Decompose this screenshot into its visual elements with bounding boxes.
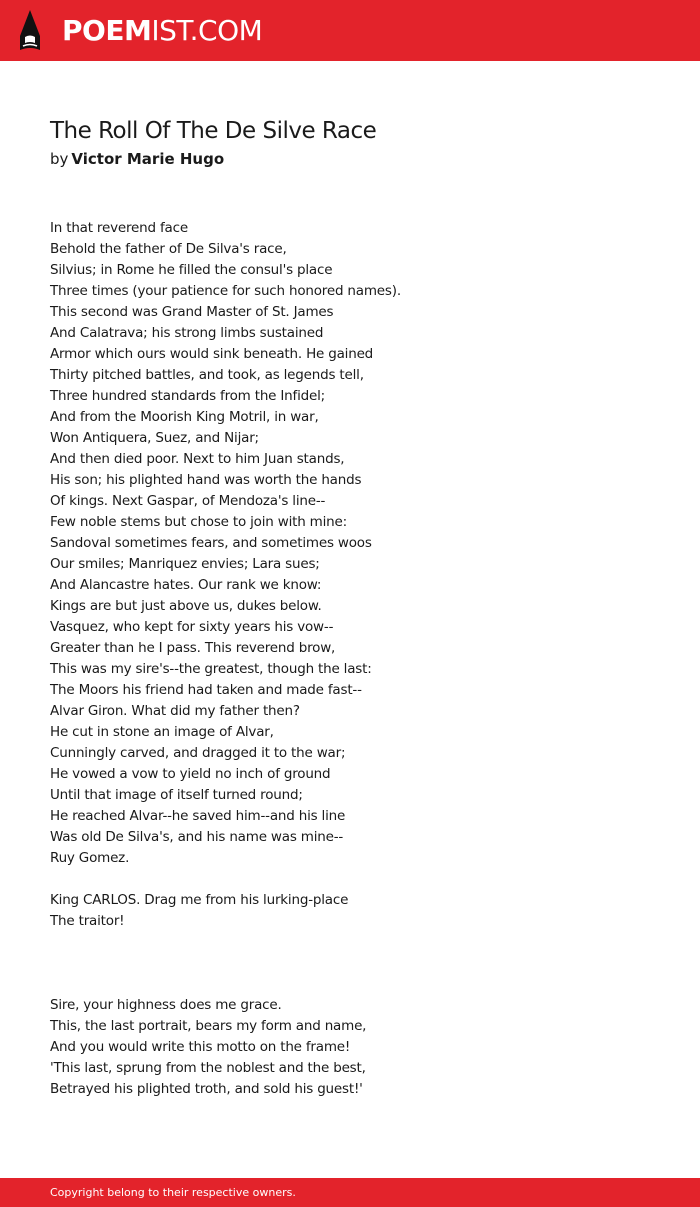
poem-line: This second was Grand Master of St. James: [50, 304, 334, 320]
poem-line: This, the last portrait, bears my form and name,: [50, 1018, 367, 1034]
poem-author[interactable]: Victor Marie Hugo: [71, 150, 225, 168]
poem-title: The Roll Of The De Silve Race: [50, 118, 377, 144]
site-footer: [0, 1178, 700, 1207]
copyright-notice: Copyright belong to their respective owners.: [50, 1186, 296, 1199]
poem-line: He reached Alvar--he saved him--and his line: [50, 808, 346, 824]
poem-byline: [50, 148, 224, 170]
poem-line: Cunningly carved, and dragged it to the war;: [50, 745, 346, 761]
poem-line: Three hundred standards from the Infidel;: [50, 388, 325, 404]
poem-line: And you would write this motto on the frame!: [50, 1039, 351, 1055]
poem-line: Behold the father of De Silva's race,: [50, 241, 287, 257]
poem-line: This was my sire's--the greatest, though the last:: [50, 661, 372, 677]
poem-line: In that reverend face: [50, 220, 188, 236]
poem-line: And Calatrava; his strong limbs sustained: [50, 325, 324, 341]
site-header: [0, 0, 700, 61]
stanza-break: [50, 869, 670, 890]
stanza-break: [50, 932, 670, 953]
logo-text-light: IST.COM: [151, 14, 263, 47]
poem-line: Greater than he I pass. This reverend brow,: [50, 640, 336, 656]
poem-line: And from the Moorish King Motril, in war,: [50, 409, 319, 425]
by-label: by: [50, 150, 69, 168]
poem-line: Three times (your patience for such honored names).: [50, 283, 401, 299]
poem-line: The Moors his friend had taken and made fast--: [50, 682, 362, 698]
poem-line: The traitor!: [50, 913, 125, 929]
poem-line: Alvar Giron. What did my father then?: [50, 703, 300, 719]
logo-text-bold: POEM: [62, 14, 152, 47]
poem-line: Until that image of itself turned round;: [50, 787, 303, 803]
poem-line: He cut in stone an image of Alvar,: [50, 724, 274, 740]
poem-line: Betrayed his plighted troth, and sold his guest!': [50, 1081, 363, 1097]
poem-line: Was old De Silva's, and his name was mine--: [50, 829, 344, 845]
poem-line: His son; his plighted hand was worth the hands: [50, 472, 362, 488]
poem-line: Ruy Gomez.: [50, 850, 130, 866]
poem-line: Kings are but just above us, dukes below.: [50, 598, 322, 614]
poem-line: 'This last, sprung from the noblest and the best,: [50, 1060, 366, 1076]
site-logo[interactable]: [18, 10, 262, 52]
stanza-break: [50, 953, 670, 974]
poem-line: Armor which ours would sink beneath. He gained: [50, 346, 374, 362]
poem-line: Sire, your highness does me grace.: [50, 997, 282, 1013]
poem-line: Silvius; in Rome he filled the consul's place: [50, 262, 333, 278]
poem-line: Sandoval sometimes fears, and sometimes woos: [50, 535, 372, 551]
poem-line: Won Antiquera, Suez, and Nijar;: [50, 430, 259, 446]
poem-line: King CARLOS. Drag me from his lurking-place: [50, 892, 349, 908]
poem-line: And Alancastre hates. Our rank we know:: [50, 577, 322, 593]
pencil-tip-icon: [18, 10, 42, 52]
poem-line: Vasquez, who kept for sixty years his vow--: [50, 619, 334, 635]
poem-line: Our smiles; Manriquez envies; Lara sues;: [50, 556, 320, 572]
site-logo-text: [62, 10, 262, 52]
poem-line: Few noble stems but chose to join with mine:: [50, 514, 347, 530]
poem-body: [50, 218, 670, 1100]
poem-line: Thirty pitched battles, and took, as legends tell,: [50, 367, 364, 383]
poem-line: He vowed a vow to yield no inch of ground: [50, 766, 331, 782]
poem-line: Of kings. Next Gaspar, of Mendoza's line--: [50, 493, 326, 509]
poem-line: And then died poor. Next to him Juan stands,: [50, 451, 345, 467]
stanza-break: [50, 974, 670, 995]
